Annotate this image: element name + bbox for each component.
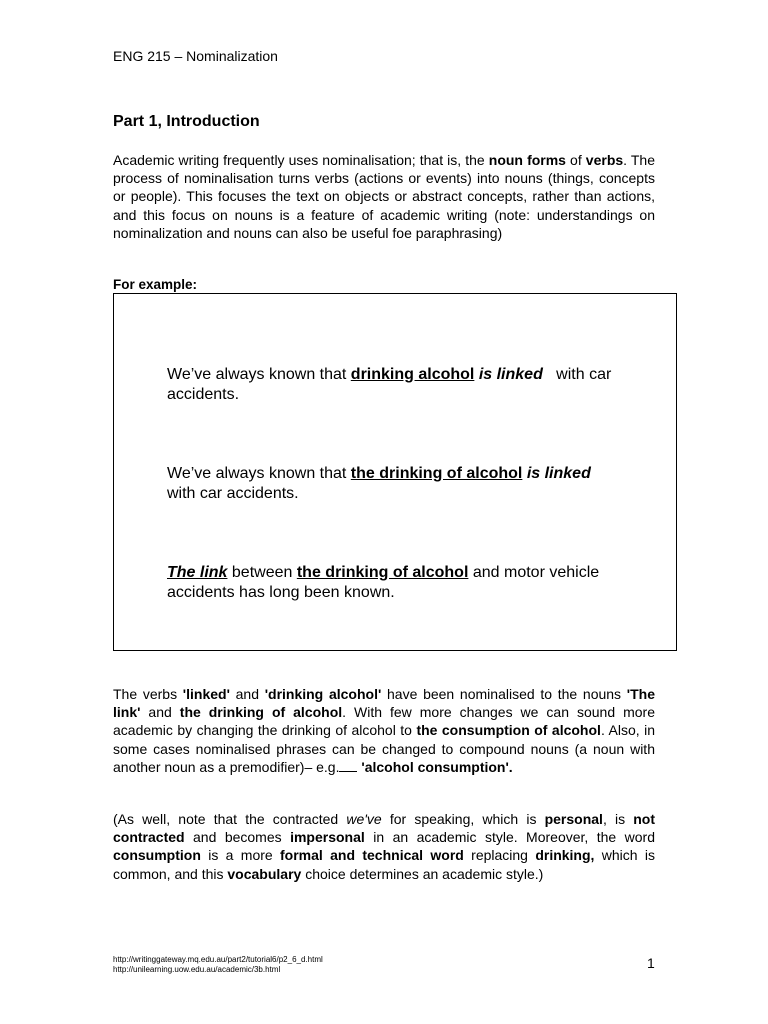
para-bold: consumption: [113, 847, 201, 864]
example-sentence-3: [167, 563, 617, 603]
para-text: , is: [602, 811, 634, 827]
para-text: choice determines an academic style.): [301, 865, 544, 882]
example-underlined: the drinking of alcohol: [350, 465, 523, 482]
page-number: 1: [647, 955, 655, 971]
footer-link-writinggateway[interactable]: http://writinggateway.mq.edu.au/part2/tutorial6/p2_6_d.html: [113, 955, 323, 964]
intro-bold-verbs: verbs: [585, 152, 624, 168]
intro-paragraph: [113, 151, 655, 242]
para-text: . Also, in some cases nominalised phrases can be changed to compound nouns (a noun with another noun as a premodifier)– e.g.: [113, 722, 655, 775]
footer-link-unilearning[interactable]: http://unilearning.uow.edu.au/academic/3b.html: [113, 965, 281, 974]
example-bold-italic: is linked: [478, 366, 543, 383]
para-bold: 'linked': [182, 686, 230, 702]
para-text: which is common, and this: [113, 847, 656, 882]
nominalisation-paragraph: [113, 685, 655, 776]
page-header: ENG 215 – Nominalization: [113, 48, 278, 64]
para-bold: 'alcohol consumption'.: [357, 758, 513, 775]
example-text: and motor vehicle accidents has long been known.: [167, 564, 600, 601]
section-title: Part 1, Introduction: [113, 113, 260, 130]
para-text: is a more: [200, 847, 281, 864]
para-italic: we've: [346, 811, 382, 827]
example-underlined: the drinking of alcohol: [296, 564, 469, 581]
example-bold-italic-underlined: The link: [167, 564, 228, 581]
para-text: in an academic style. Moreover, the word: [364, 829, 655, 846]
example-text: between: [227, 564, 297, 581]
para-text: . With few more changes we can sound more academic by changing the drinking of alcohol to: [113, 704, 655, 739]
para-bold: personal: [544, 811, 603, 827]
example-label: For example:: [113, 277, 198, 292]
para-bold: not contracted: [113, 811, 656, 846]
para-bold: 'The link': [113, 686, 655, 721]
para-bold: drinking,: [535, 847, 595, 864]
para-text: replacing: [463, 847, 536, 864]
para-text: have been nominalised to the nouns: [381, 686, 627, 702]
para-text: for speaking, which is: [381, 811, 545, 827]
para-text: and: [229, 686, 265, 702]
example-text: We’ve always known that: [167, 465, 351, 482]
para-bold: the drinking of alcohol: [179, 704, 343, 721]
blank-underline: [339, 770, 357, 772]
intro-bold-noun-forms: noun forms: [488, 152, 566, 168]
para-bold: formal and technical word: [280, 847, 464, 864]
example-sentence-2: [167, 464, 617, 504]
footer-links: [113, 955, 323, 975]
para-bold: vocabulary: [227, 865, 302, 882]
intro-text: Academic writing frequently uses nominalisation; that is, the: [113, 152, 489, 168]
example-bold-italic: is linked: [526, 465, 591, 482]
note-paragraph: [113, 810, 655, 883]
para-text: and becomes: [184, 829, 291, 846]
example-text: with car accidents.: [167, 485, 299, 502]
para-bold: the consumption of alcohol: [416, 722, 601, 739]
para-text: (As well, note that the contracted: [113, 811, 347, 827]
example-box: [113, 293, 677, 651]
intro-text: . The process of nominalisation turns verbs (actions or events) into nouns (things, concepts or people). This focuses the text on objects or abstract concepts, rather than actions, and this focus on nouns is a feature of academic writing (note: understandings on nominalization and nouns can also be useful foe paraphrasing): [113, 152, 655, 241]
para-bold: 'drinking alcohol': [264, 686, 382, 702]
intro-text: of: [565, 152, 586, 168]
para-text: and: [140, 704, 180, 721]
example-sentence-1: [167, 365, 617, 405]
example-text: We’ve always known that: [167, 366, 351, 383]
para-text: The verbs: [113, 686, 183, 702]
para-bold: impersonal: [290, 829, 365, 846]
example-text: with car accidents.: [167, 366, 616, 403]
example-underlined: drinking alcohol: [350, 366, 475, 383]
